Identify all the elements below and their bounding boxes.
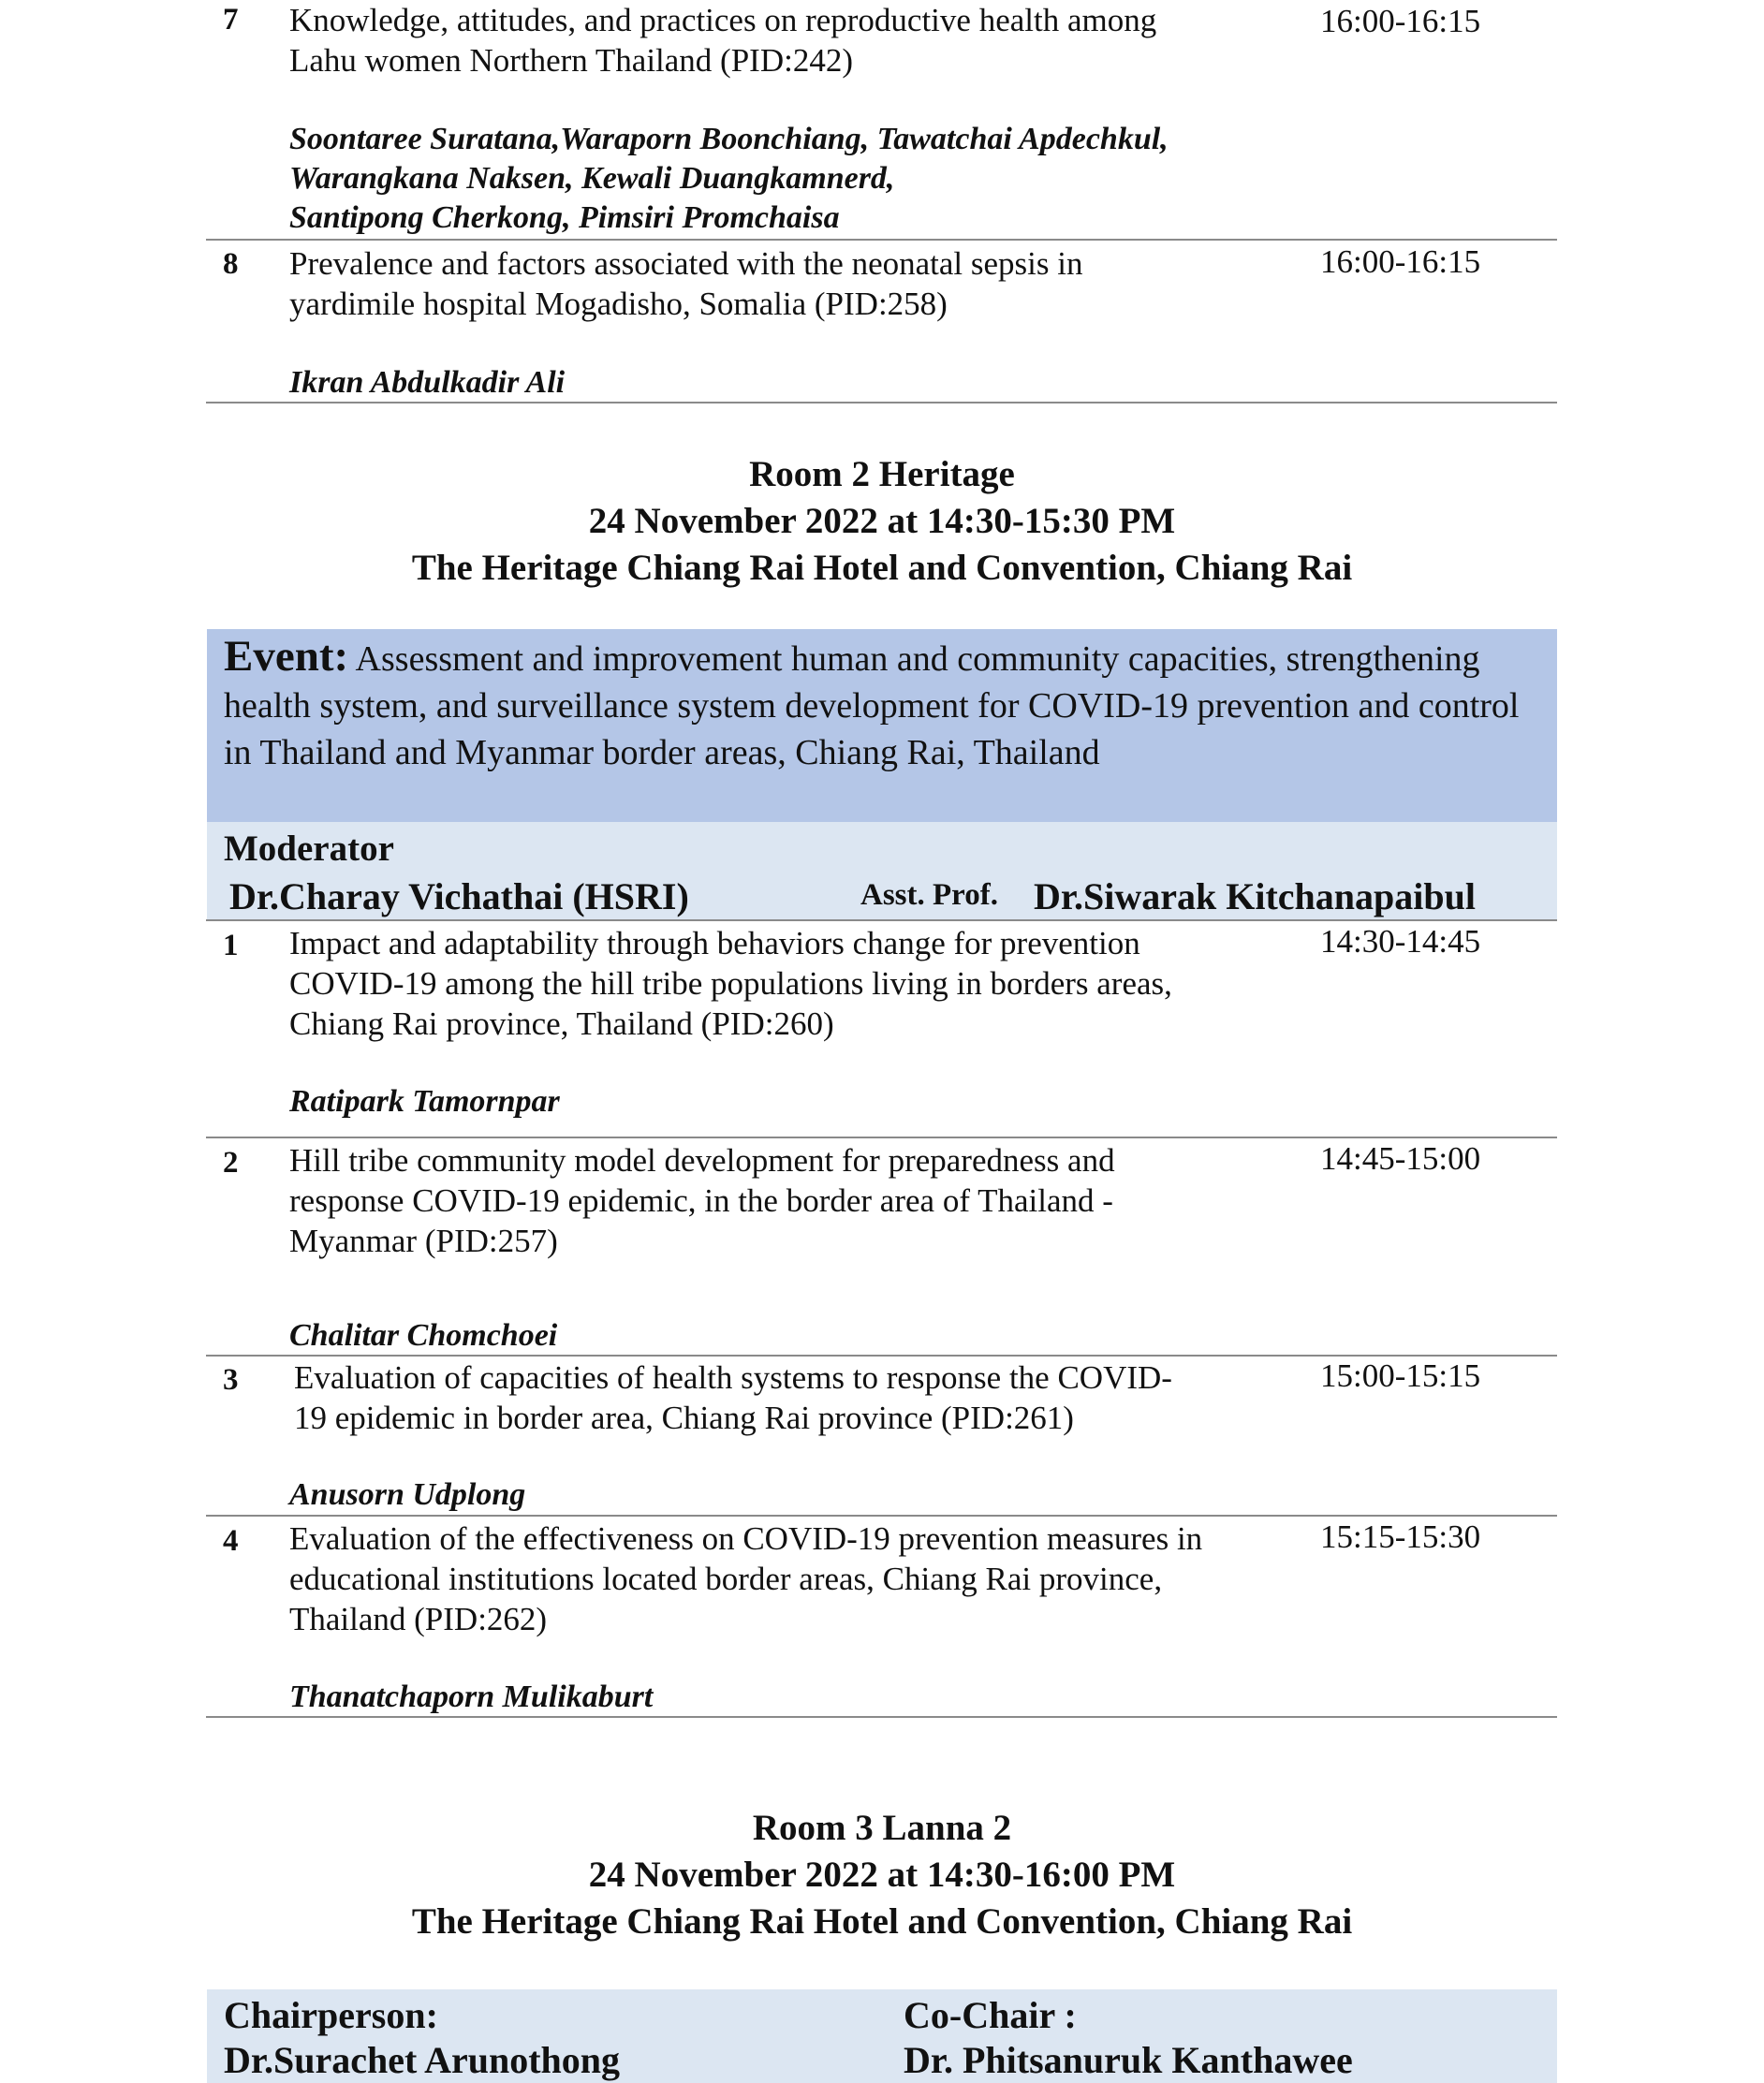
item-authors: Soontaree Suratana,Waraporn Boonchiang, Tawatchai Apdechkul, Warangkana Naksen, Kewali Duangkamnerd, Santipong Cherkong, Pimsiri Promchaisa (289, 122, 1169, 235)
divider (206, 1716, 1557, 1718)
session-venue: The Heritage Chiang Rai Hotel and Convention, Chiang Rai (411, 548, 1353, 588)
cochair-name: Dr. Phitsanuruk Kanthawee (904, 2039, 1353, 2081)
divider (206, 1137, 1557, 1138)
divider (206, 1355, 1557, 1357)
chairperson-label: Chairperson: (224, 1994, 438, 2036)
divider (206, 402, 1557, 403)
item-author: Chalitar Chomchoei (289, 1318, 558, 1353)
divider (206, 239, 1557, 241)
item-number: 3 (223, 1363, 239, 1397)
moderator-label: Moderator (224, 829, 394, 869)
event-box (207, 629, 1557, 822)
item-authors: Ikran Abdulkadir Ali (289, 365, 566, 400)
room-name: Room 3 Lanna 2 (752, 1808, 1012, 1848)
item-number: 1 (223, 929, 239, 962)
session-date: 24 November 2022 at 14:30-16:00 PM (588, 1855, 1176, 1895)
divider (206, 919, 1557, 921)
item-time: 14:30-14:45 (1320, 923, 1481, 960)
cochair-label: Co-Chair : (904, 1994, 1077, 2036)
chairperson-box (207, 1989, 1557, 2083)
item-title: Impact and adaptability through behaviors change for prevention COVID-19 among the hill tribe populations living in borders areas, Chiang Rai province, Thailand (PID:260) (289, 925, 1172, 1042)
item-author: Anusorn Udplong (289, 1477, 526, 1512)
item-time: 16:00-16:15 (1320, 243, 1481, 280)
room-name: Room 2 Heritage (749, 454, 1015, 494)
item-title: Knowledge, attitudes, and practices on reproductive health among Lahu women Northern Thailand (PID:242) (289, 2, 1157, 79)
item-title: Prevalence and factors associated with the neonatal sepsis in yardimile hospital Mogadisho, Somalia (PID:258) (289, 245, 1083, 322)
item-title: Evaluation of capacities of health systems to response the COVID- 19 epidemic in border area, Chiang Rai province (PID:261) (294, 1359, 1172, 1436)
item-title: Hill tribe community model development for preparedness and response COVID-19 epidemic, in the border area of Thailand - Myanmar (PID:257) (289, 1142, 1115, 1259)
session-date: 24 November 2022 at 14:30-15:30 PM (588, 501, 1176, 541)
item-author: Thanatchaporn Mulikaburt (289, 1680, 654, 1714)
item-title: Evaluation of the effectiveness on COVID-19 prevention measures in educational institutions located border areas, Chiang Rai province, Thailand (PID:262) (289, 1520, 1203, 1637)
item-author: Ratipark Tamornpar (289, 1084, 560, 1119)
event-text: Assessment and improvement human and community capacities, strengthening health system, and surveillance system development for COVID-19 prevention and control in Thailand and Myanmar border areas, Chiang Rai, Thailand (224, 639, 1520, 772)
item-number: 4 (223, 1524, 239, 1558)
item-number: 8 (223, 247, 239, 281)
item-time: 15:00-15:15 (1320, 1357, 1481, 1394)
item-time: 16:00-16:15 (1320, 3, 1481, 39)
item-time: 14:45-15:00 (1320, 1140, 1481, 1177)
item-time: 15:15-15:30 (1320, 1518, 1481, 1555)
divider (206, 1515, 1557, 1517)
moderator-box (207, 822, 1557, 919)
item-number: 2 (223, 1146, 239, 1180)
moderator-2-prefix: Asst. Prof. (860, 878, 998, 912)
chairperson-name: Dr.Surachet Arunothong (224, 2039, 621, 2081)
event-label: Event: (224, 632, 349, 681)
item-number: 7 (223, 3, 239, 37)
event-description (224, 633, 1553, 776)
moderator-1: Dr.Charay Vichathai (HSRI) (229, 875, 689, 917)
session-venue: The Heritage Chiang Rai Hotel and Convention, Chiang Rai (411, 1901, 1353, 1942)
moderator-2-name: Dr.Siwarak Kitchanapaibul (1034, 875, 1476, 917)
